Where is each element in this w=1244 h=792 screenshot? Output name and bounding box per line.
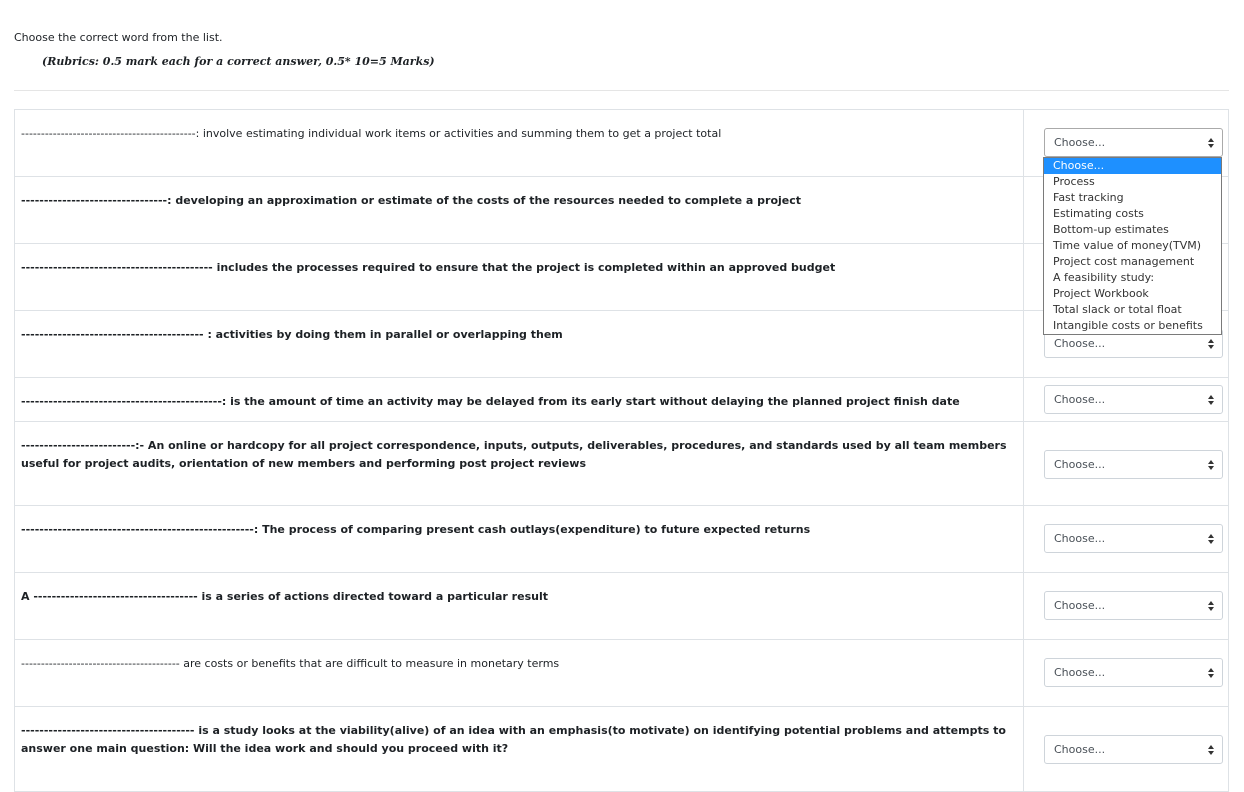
dropdown-option[interactable]: Intangible costs or benefits — [1053, 319, 1203, 332]
answer-select[interactable] — [1044, 524, 1223, 553]
answer-select-value: Choose... — [1054, 743, 1106, 756]
question-row — [15, 707, 1228, 792]
answer-cell — [1023, 707, 1229, 791]
answer-select[interactable] — [1044, 591, 1223, 620]
question-text: ---------------------------------------- are costs or benefits that are difficult to measure in monetary terms — [21, 657, 560, 670]
question-row — [15, 378, 1228, 422]
answer-cell — [1023, 573, 1229, 639]
answer-select-value: Choose... — [1054, 532, 1106, 545]
dropdown-option[interactable]: Bottom-up estimates — [1053, 223, 1169, 236]
answer-select-value: Choose... — [1054, 666, 1106, 679]
answer-select-value: Choose... — [1054, 337, 1106, 350]
dropdown-option[interactable]: Time value of money(TVM) — [1053, 239, 1202, 252]
dropdown-option[interactable]: Project cost management — [1053, 255, 1195, 268]
answer-cell — [1023, 506, 1229, 572]
rubric-text: (Rubrics: 0.5 mark each for a correct answer, 0.5* 10=5 Marks) — [42, 55, 435, 68]
question-row — [15, 422, 1228, 506]
answer-cell — [1023, 422, 1229, 505]
dropdown-option[interactable]: Project Workbook — [1053, 287, 1149, 300]
answer-select-value: Choose... — [1054, 599, 1106, 612]
answer-cell — [1023, 378, 1229, 421]
answer-dropdown-list[interactable] — [1043, 157, 1222, 335]
dropdown-option[interactable]: Fast tracking — [1053, 191, 1124, 204]
question-row — [15, 573, 1228, 640]
question-row — [15, 506, 1228, 573]
answer-select-value: Choose... — [1054, 458, 1106, 471]
dropdown-option[interactable]: Estimating costs — [1053, 207, 1144, 220]
answer-select-value: Choose... — [1054, 136, 1106, 149]
answer-select[interactable] — [1044, 128, 1223, 157]
question-text: -------------------------:- An online or hardcopy for all project correspondence, inputs, outputs, deliverables, procedures, and standards used by all team members useful for project audits, orientation of new members and performing post project reviews — [21, 439, 1007, 470]
question-text: -------------------------------------- is a study looks at the viability(alive) of an idea with an emphasis(to motivate) on identifying potential problems and attempts to answer one main question: Will the idea work and should you proceed with it? — [21, 724, 1006, 755]
question-text: ---------------------------------------------------: The process of comparing present cash outlays(expenditure) to future expected returns — [21, 523, 811, 536]
question-text: ---------------------------------------- : activities by doing them in parallel or overlapping them — [21, 328, 563, 341]
divider — [14, 90, 1229, 91]
dropdown-option[interactable]: Choose... — [1044, 158, 1221, 174]
instruction-text: Choose the correct word from the list. — [14, 31, 223, 44]
answer-select[interactable] — [1044, 658, 1223, 687]
answer-select[interactable] — [1044, 450, 1223, 479]
dropdown-option[interactable]: Total slack or total float — [1053, 303, 1182, 316]
answer-select-value: Choose... — [1054, 393, 1106, 406]
question-text: --------------------------------: developing an approximation or estimate of the costs of the resources needed to complete a project — [21, 194, 802, 207]
answer-select[interactable] — [1044, 735, 1223, 764]
question-text: A ------------------------------------ is a series of actions directed toward a particular result — [21, 590, 548, 603]
dropdown-option[interactable]: Process — [1053, 175, 1095, 188]
question-text: --------------------------------------------: is the amount of time an activity may be delayed from its early start without delaying the planned project finish date — [21, 395, 960, 408]
dropdown-option[interactable]: A feasibility study: — [1053, 271, 1155, 284]
question-row — [15, 640, 1228, 707]
question-text: --------------------------------------------: involve estimating individual work items or activities and summing them to get a project total — [21, 127, 722, 140]
question-text: ------------------------------------------ includes the processes required to ensure that the project is completed within an approved budget — [21, 261, 836, 274]
answer-cell — [1023, 640, 1229, 706]
answer-select[interactable] — [1044, 385, 1223, 414]
